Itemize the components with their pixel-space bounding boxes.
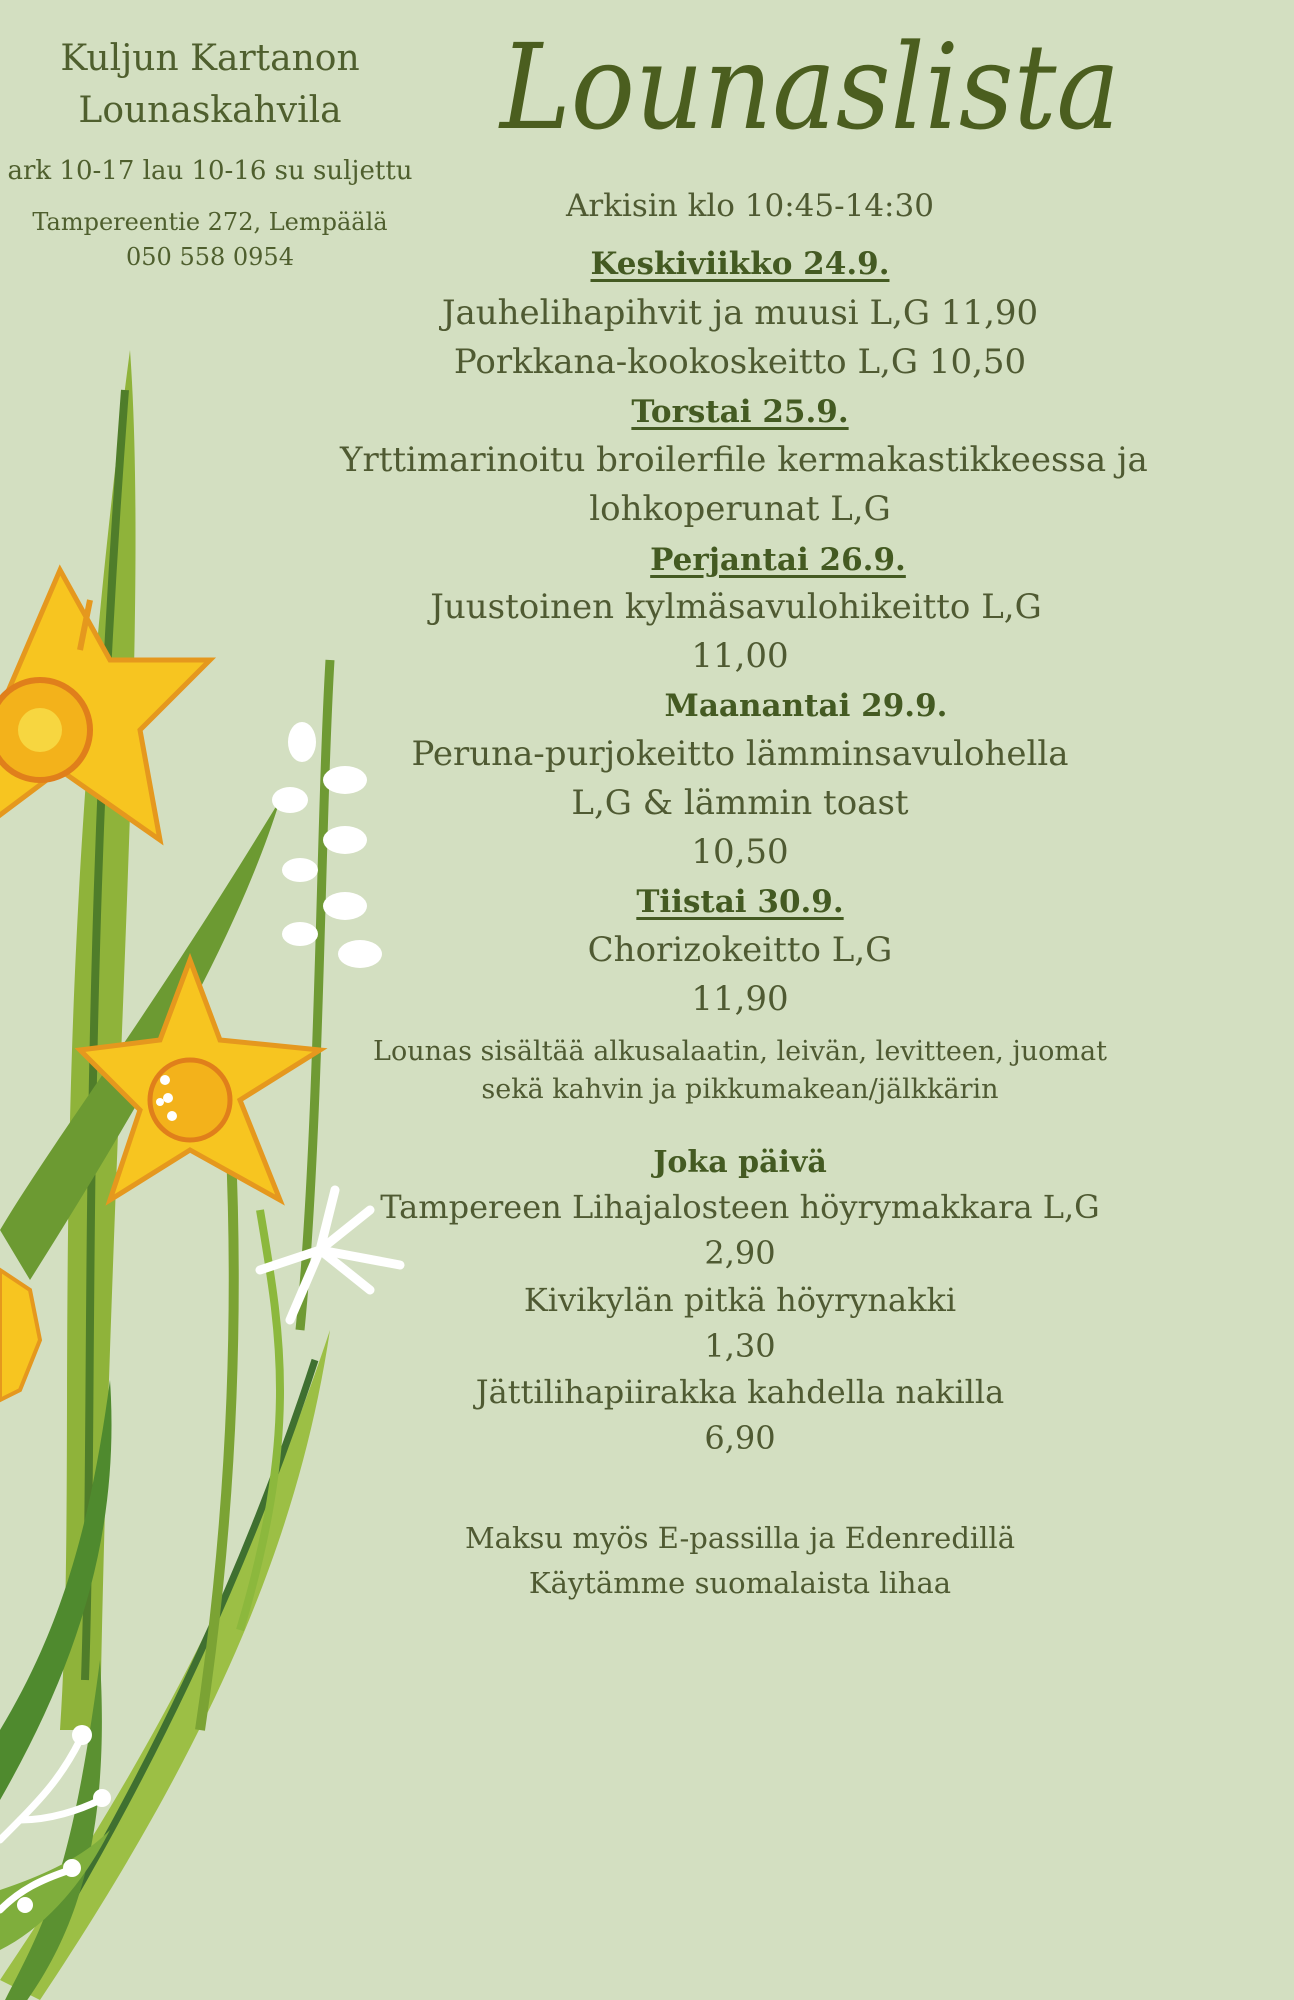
phone-number: 050 558 0954 [126, 243, 294, 271]
day-heading-tuesday: Tiistai 30.9. [636, 884, 844, 920]
day-heading-wednesday: Keskiviikko 24.9. [590, 246, 890, 282]
menu-line: 11,90 [691, 979, 789, 1019]
menu-line: Chorizokeitto L,G [587, 930, 893, 970]
opening-hours: ark 10-17 lau 10-16 su suljettu [7, 156, 413, 186]
address: Tampereentie 272, Lempäälä [32, 208, 388, 236]
everyday-heading: Joka päivä [653, 1145, 827, 1180]
meat-origin-note: Käytämme suomalaista lihaa [528, 1566, 952, 1600]
menu-line: lohkoperunat L,G [589, 489, 891, 529]
menu-line: 10,50 [691, 832, 789, 872]
daffodil-icon [0, 1270, 40, 1400]
lunch-includes-note: Lounas sisältää alkusalaatin, leivän, levitteen, juomat [373, 1036, 1107, 1067]
business-name-line1: Kuljun Kartanon [60, 38, 360, 79]
menu-line: Peruna-purjokeitto lämminsavulohella [411, 734, 1069, 774]
day-heading-thursday: Torstai 25.9. [631, 394, 849, 430]
menu-line: Porkkana-kookoskeitto L,G 10,50 [453, 342, 1027, 382]
everyday-line: Tampereen Lihajalosteen höyrymakkara L,G [380, 1188, 1100, 1226]
page-title [480, 0, 1140, 160]
everyday-line: Jättilihapiirakka kahdella nakilla [475, 1373, 1005, 1411]
starburst-icon [260, 1190, 400, 1320]
day-heading-monday: Maanantai 29.9. [664, 688, 948, 724]
lunch-includes-note: sekä kahvin ja pikkumakean/jälkkärin [481, 1074, 999, 1105]
serving-hours: Arkisin klo 10:45-14:30 [566, 188, 934, 224]
business-name-line2: Lounaskahvila [78, 90, 342, 131]
menu-line: Yrttimarinoitu broilerfile kermakastikkeessa ja [340, 440, 1148, 480]
svg-text:Lounaslista: Lounaslista [498, 18, 1120, 156]
menu-line: 11,00 [691, 636, 789, 676]
menu-line: L,G & lämmin toast [571, 783, 909, 823]
everyday-price: 6,90 [704, 1419, 776, 1457]
everyday-price: 2,90 [704, 1234, 776, 1272]
daffodil-bouquet-illustration [0, 330, 420, 2000]
menu-line: Juustoinen kylmäsavulohikeitto L,G [430, 587, 1042, 627]
menu-line: Jauhelihapihvit ja muusi L,G 11,90 [441, 293, 1039, 333]
payment-note: Maksu myös E-passilla ja Edenredillä [464, 1521, 1015, 1555]
everyday-line: Kivikylän pitkä höyrynakki [523, 1281, 957, 1319]
everyday-price: 1,30 [704, 1327, 776, 1365]
day-heading-friday: Perjantai 26.9. [650, 542, 906, 578]
